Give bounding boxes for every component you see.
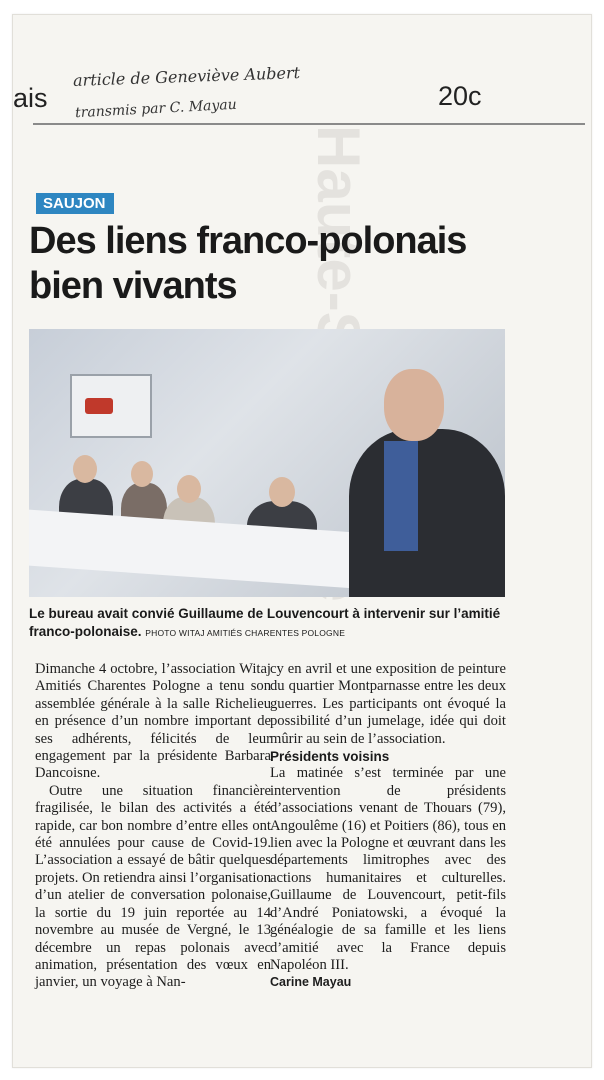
speaker xyxy=(349,429,505,597)
article-column-2 xyxy=(270,661,506,992)
speaker-scarf xyxy=(384,441,418,551)
header-fragment: ais xyxy=(13,83,48,113)
paragraph-1: Dimanche 4 octobre, l’association Witaj Amitiés Charentes Pologne a tenu son assemblée générale à la salle Richelieu en présence d’un nombre important de ses adhérents, félicités de leur engagement par la présidente Barbara Dancoisne. xyxy=(35,661,271,782)
subhead: Présidents voisins xyxy=(270,749,390,765)
page-number: 20c xyxy=(438,81,482,111)
paragraph-2-part1: Outre une situation financière fragilisée, le bilan des activités a été rapide, car bon nombre d’entre elles ont été annulées pour cause de Covid-19. L’association a essayé de bâtir quelques projets. On retiendra ainsi l’organisation d’un atelier de conversation polonaise, la sortie du 19 juin reportée au 14 novembre au musée de Vergné, le 13 décembre un repas polonais avec animation, présentation des vœux en janvier, un voyage à Nan- xyxy=(35,782,272,991)
speaker-head xyxy=(384,369,444,441)
paragraph-2-part2: cy en avril et une exposition de peinture du quartier Montparnasse entre les deux guerres. Les participants ont évoqué la possibilité d’un jumelage, idée qui doit mûrir au sein de l’association. xyxy=(270,661,506,747)
person-head xyxy=(269,477,295,507)
section-tag: SAUJON xyxy=(36,193,114,214)
photo-credit: PHOTO WITAJ AMITIÉS CHARENTES POLOGNE xyxy=(145,628,346,638)
paragraph-3: La matinée s’est terminée par une intervention de présidents d’associations venant de Thouars (79), Angoulême (16) et Poitiers (86), tous en lien avec la Pologne et œuvrant dans les départements limitrophes avec des actions humanitaires et culturelles. Guillaume de Louvencourt, petit-fils d’André Poniatowski, a évoqué la généalogie de sa famille et les liens d’amitié avec la France depuis Napoléon III. xyxy=(270,765,506,973)
newspaper-clipping xyxy=(12,14,592,1068)
caption-text: Le bureau avait convié Guillaume de Louvencourt à intervenir sur l’amitié franco-polonaise. xyxy=(29,606,501,639)
person-head xyxy=(73,455,97,483)
screen-logo xyxy=(85,398,113,414)
author: Carine Mayau xyxy=(270,975,352,990)
handwritten-note-line2: transmis par C. Mayau xyxy=(74,96,238,122)
photo-caption xyxy=(29,605,505,642)
person-head xyxy=(177,475,201,503)
handwritten-note-line1: article de Geneviève Aubert xyxy=(72,63,301,90)
article-column-1 xyxy=(35,661,271,992)
article-photo xyxy=(29,329,505,597)
person-head xyxy=(131,461,153,487)
headline: Des liens franco-polonais bien vivants xyxy=(29,220,467,307)
